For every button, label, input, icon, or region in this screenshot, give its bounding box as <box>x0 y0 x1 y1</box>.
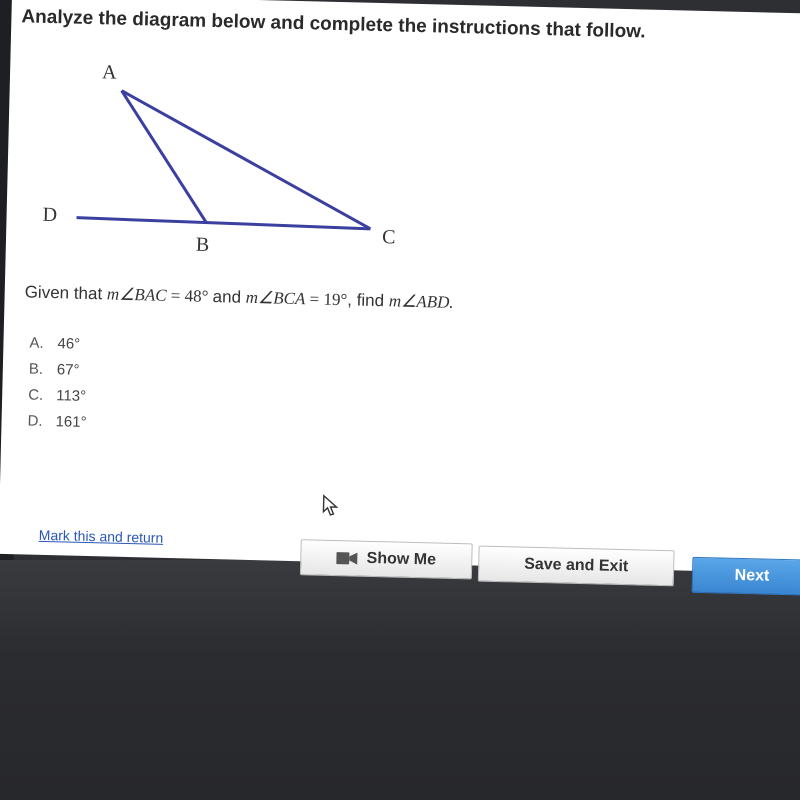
choice-b[interactable] <box>29 357 89 384</box>
question-text <box>24 282 453 312</box>
segment-AC <box>118 91 373 229</box>
point-label-a: A <box>101 61 117 84</box>
choice-letter: A. <box>29 334 44 352</box>
monitor-bezel-bottom <box>0 560 800 800</box>
choice-text: 67° <box>56 361 80 379</box>
choice-letter: D. <box>27 412 43 430</box>
answer-choices <box>27 331 89 436</box>
angle-abd: m∠ABD. <box>388 291 454 312</box>
show-me-button[interactable] <box>300 539 473 579</box>
point-label-c: C <box>381 226 396 249</box>
mark-and-return-link[interactable]: Mark this and return <box>38 526 164 546</box>
question-prefix: Given that <box>24 282 103 304</box>
segment-DC <box>76 218 370 229</box>
angle-bac: m∠BAC <box>106 284 167 305</box>
point-label-d: D <box>42 203 58 227</box>
choice-text: 113° <box>55 387 87 405</box>
next-button[interactable]: Next <box>692 557 800 596</box>
choice-text: 46° <box>57 335 81 353</box>
angle-bca-value: = 19° <box>305 289 348 310</box>
choice-a[interactable] <box>29 331 89 358</box>
video-camera-icon <box>336 551 358 566</box>
save-and-exit-button[interactable]: Save and Exit <box>478 546 675 587</box>
choice-letter: B. <box>28 360 44 378</box>
instruction-heading: Analyze the diagram below and complete the instructions that follow. <box>21 6 646 43</box>
choice-letter: C. <box>27 386 44 404</box>
question-conj: and <box>212 286 242 307</box>
question-mid: , find <box>347 290 385 311</box>
show-me-label: Show Me <box>366 549 437 569</box>
point-label-b: B <box>195 233 210 256</box>
angle-bac-value: = 48° <box>166 285 213 306</box>
segment-AB <box>118 91 209 223</box>
mouse-cursor-icon <box>321 494 340 518</box>
triangle-diagram <box>25 54 450 274</box>
choice-text: 161° <box>55 413 87 431</box>
choice-c[interactable] <box>28 383 88 410</box>
angle-bca: m∠BCA <box>245 287 306 309</box>
choice-d[interactable] <box>27 409 87 436</box>
